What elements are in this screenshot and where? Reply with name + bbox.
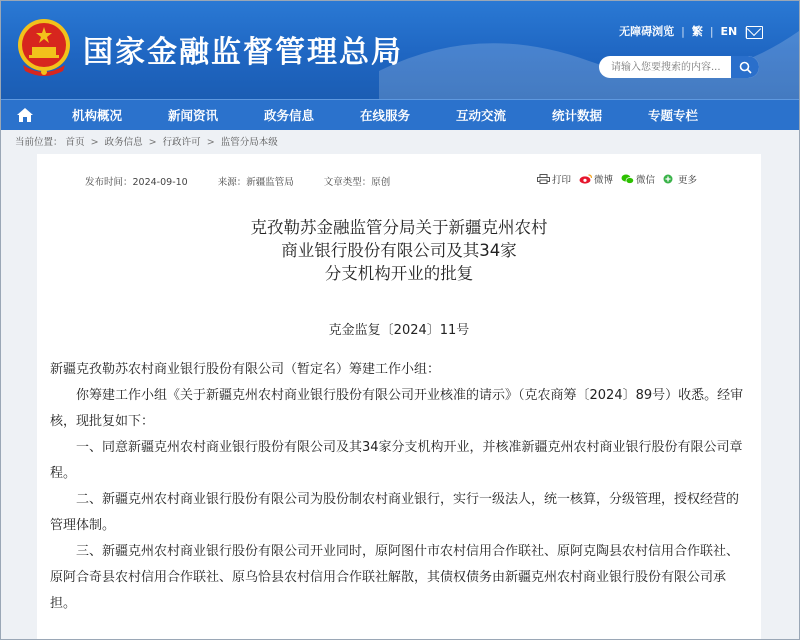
breadcrumb-label: 当前位置：: [15, 137, 63, 148]
breadcrumb-home[interactable]: 首页: [65, 137, 85, 148]
site-title[interactable]: 国家金融监督管理总局: [83, 35, 403, 70]
body-paragraph: 一、同意新疆克州农村商业银行股份有限公司及其34家分支机构开业，并核准新疆克州农村商业银行股份有限公司章程。: [50, 440, 743, 481]
english-link[interactable]: EN: [720, 24, 738, 38]
traditional-chinese-link[interactable]: 繁: [691, 25, 703, 38]
wechat-button[interactable]: [621, 172, 655, 186]
weibo-label: 微博: [594, 175, 614, 186]
article-body: [50, 357, 750, 617]
divider: |: [709, 24, 714, 38]
search-button[interactable]: [731, 56, 759, 78]
article-panel: [37, 154, 761, 640]
wechat-icon: [621, 174, 634, 184]
breadcrumb-separator: >: [206, 137, 215, 148]
breadcrumb-separator: >: [148, 137, 157, 148]
print-button[interactable]: [537, 172, 571, 186]
divider: |: [744, 24, 748, 38]
article-meta: [85, 174, 420, 188]
article-title: [37, 216, 761, 285]
print-icon: [537, 174, 550, 184]
divider: |: [681, 24, 685, 38]
article-title-line: 商业银行股份有限公司及其34家: [281, 241, 517, 260]
main-nav: [1, 99, 799, 130]
weibo-button[interactable]: [579, 172, 613, 186]
top-links: [619, 23, 755, 39]
breadcrumb-government-info[interactable]: 政务信息: [104, 137, 143, 148]
body-paragraph: 二、新疆克州农村商业银行股份有限公司为股份制农村商业银行，实行一级法人，统一核算，分级管理，授权经营的管理体制。: [50, 492, 740, 533]
search-icon: [739, 61, 752, 74]
more-icon: [663, 174, 676, 184]
nav-item-interaction[interactable]: 互动交流: [455, 108, 506, 123]
more-label: 更多: [678, 175, 698, 186]
breadcrumb-administrative-license[interactable]: 行政许可: [162, 137, 201, 148]
mail-icon[interactable]: [746, 26, 763, 39]
publish-date: 发布时间：2024-09-10: [85, 177, 188, 188]
search-box: [599, 56, 759, 78]
article-title-line: 克孜勒苏金融监管分局关于新疆克州农村: [250, 218, 548, 237]
share-bar: [537, 172, 705, 186]
header-decoration: [379, 1, 799, 99]
nav-item-statistics[interactable]: 统计数据: [551, 108, 602, 123]
article-title-line: 分支机构开业的批复: [324, 264, 474, 283]
body-paragraph: 三、新疆克州农村商业银行股份有限公司开业同时，原阿图什市农村信用合作联社、原阿克陶县农村信用合作联社、原阿合奇县农村信用合作联社、原乌恰县农村信用合作联社解散，其债权债务由新疆克州农村商业银行股份有限公司承担。: [50, 544, 740, 611]
national-emblem-icon[interactable]: [15, 17, 73, 79]
more-button[interactable]: [663, 172, 697, 186]
search-input[interactable]: [609, 61, 731, 74]
breadcrumb: [15, 134, 278, 148]
wechat-label: 微信: [636, 175, 656, 186]
body-paragraph: 你筹建工作小组《关于新疆克州农村商业银行股份有限公司开业核准的请示》（克农商筹〔2024〕89号）收悉。经审核，现批复如下：: [50, 388, 744, 429]
breadcrumb-separator: >: [90, 137, 99, 148]
nav-item-news[interactable]: 新闻资讯: [167, 108, 218, 123]
nav-item-about[interactable]: 机构概况: [71, 108, 122, 123]
print-label: 打印: [552, 175, 572, 186]
document-number: 克金监复〔2024〕11号: [328, 323, 470, 338]
home-button[interactable]: [1, 100, 49, 130]
weibo-icon: [579, 174, 592, 184]
nav-item-special-topics[interactable]: 专题专栏: [647, 108, 698, 123]
home-icon: [16, 107, 34, 123]
nav-item-online-service[interactable]: 在线服务: [359, 108, 410, 123]
accessibility-link[interactable]: 无障碍浏览: [619, 25, 675, 38]
article-source: 来源：新疆监管局: [217, 177, 294, 188]
breadcrumb-branch[interactable]: 监管分局本级: [220, 137, 278, 148]
site-header: [1, 1, 799, 99]
article-type: 文章类型：原创: [323, 177, 391, 188]
addressee-paragraph: 新疆克孜勒苏农村商业银行股份有限公司（暂定名）筹建工作小组：: [50, 362, 441, 377]
nav-item-government-info[interactable]: 政务信息: [263, 108, 314, 123]
